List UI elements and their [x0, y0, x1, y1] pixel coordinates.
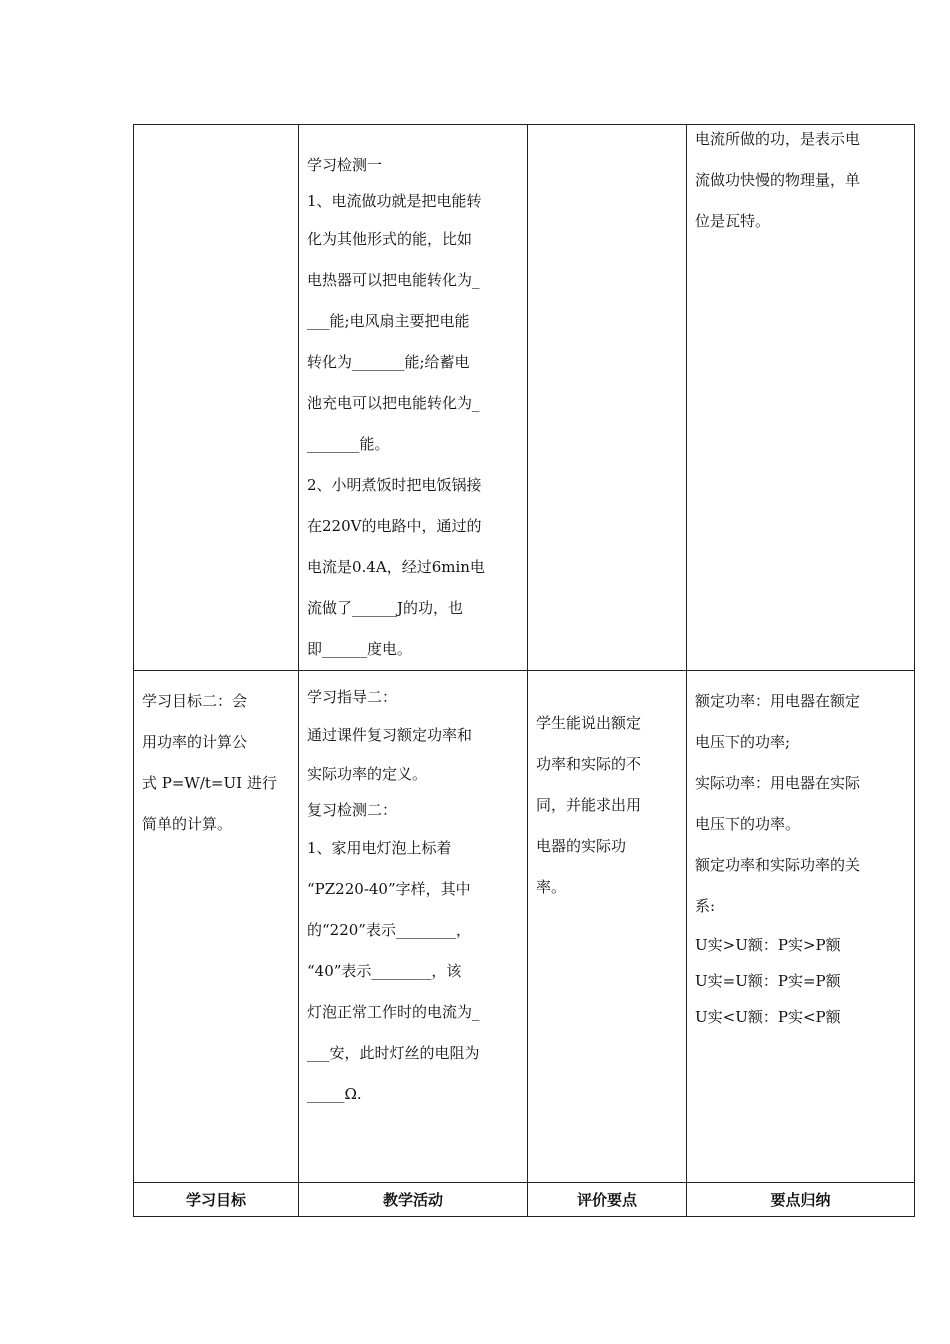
- text-line: 额定功率：用电器在额定: [695, 692, 861, 710]
- text-line: _______能。: [307, 435, 390, 453]
- text-line: 简单的计算。: [142, 815, 233, 833]
- text-line: 学习检测一: [307, 156, 383, 174]
- learning-goal-cell: [134, 671, 299, 1183]
- text-line: 学习目标二：会: [142, 692, 248, 710]
- text-line: 实际功率：用电器在实际: [695, 774, 861, 792]
- text-line: 电压下的功率。: [695, 815, 801, 833]
- text-line: ___能;电风扇主要把电能: [307, 312, 470, 330]
- text-line: 电流是0.4A，经过6min电: [307, 558, 485, 576]
- text-line: “40”表示________，该: [307, 962, 462, 980]
- text-line: 额定功率和实际功率的关: [695, 856, 861, 874]
- text-line: ___安，此时灯丝的电阻为: [307, 1044, 480, 1062]
- text-line: 通过课件复习额定功率和: [307, 726, 473, 744]
- text-line: U实<U额：P实<P额: [695, 1008, 841, 1026]
- text-line: U实>U额：P实>P额: [695, 936, 841, 954]
- table-row: [134, 671, 915, 1183]
- header-learning-goal: 学习目标: [134, 1183, 299, 1217]
- header-key-points-summary: 要点归纳: [687, 1183, 915, 1217]
- learning-goal-cell: [134, 125, 299, 671]
- teaching-activity-cell: [299, 671, 528, 1183]
- text-line: 实际功率的定义。: [307, 765, 428, 783]
- text-line: 同，并能求出用: [536, 796, 642, 814]
- text-line: 流做了______J的功，也: [307, 599, 464, 617]
- text-line: 位是瓦特。: [695, 212, 771, 230]
- evaluation-cell: [528, 671, 687, 1183]
- text-line: 复习检测二：: [307, 801, 398, 819]
- text-line: 用功率的计算公: [142, 733, 248, 751]
- header-teaching-activity: 教学活动: [299, 1183, 528, 1217]
- text-line: 电器的实际功: [536, 837, 627, 855]
- text-line: 电流所做的功，是表示电: [695, 130, 861, 148]
- header-evaluation-points: 评价要点: [528, 1183, 687, 1217]
- text-line: 系:: [695, 897, 716, 915]
- text-line: 池充电可以把电能转化为_: [307, 394, 480, 412]
- text-line: 灯泡正常工作时的电流为_: [307, 1003, 480, 1021]
- evaluation-cell: [528, 125, 687, 671]
- text-line: 学习指导二：: [307, 688, 398, 706]
- summary-cell: [687, 671, 915, 1183]
- teaching-activity-cell: [299, 125, 528, 671]
- text-line: U实=U额：P实=P额: [695, 972, 841, 990]
- text-line: 化为其他形式的能，比如: [307, 230, 473, 248]
- text-line: 1、电流做功就是把电能转: [307, 192, 482, 210]
- table-header-row: [134, 1183, 915, 1217]
- text-line: 1、家用电灯泡上标着: [307, 839, 452, 857]
- text-line: 学生能说出额定: [536, 714, 642, 732]
- text-line: “PZ220-40”字样，其中: [307, 880, 471, 898]
- text-line: 电热器可以把电能转化为_: [307, 271, 480, 289]
- lesson-plan-table-wrapper: [133, 124, 861, 1217]
- text-line: 即______度电。: [307, 640, 413, 658]
- table-row: [134, 125, 915, 671]
- summary-cell: [687, 125, 915, 671]
- text-line: 转化为_______能;给蓄电: [307, 353, 470, 371]
- text-line: 在220V的电路中，通过的: [307, 517, 482, 535]
- text-line: 功率和实际的不: [536, 755, 642, 773]
- text-line: 的“220”表示________，: [307, 921, 471, 939]
- text-line: 率。: [536, 878, 567, 896]
- lesson-plan-table: [133, 124, 915, 1217]
- text-line: 式 P=W/t=UI 进行: [142, 774, 277, 792]
- text-line: _____Ω.: [307, 1085, 362, 1103]
- text-line: 电压下的功率;: [695, 733, 791, 751]
- text-line: 2、小明煮饭时把电饭锅接: [307, 476, 482, 494]
- text-line: 流做功快慢的物理量，单: [695, 171, 861, 189]
